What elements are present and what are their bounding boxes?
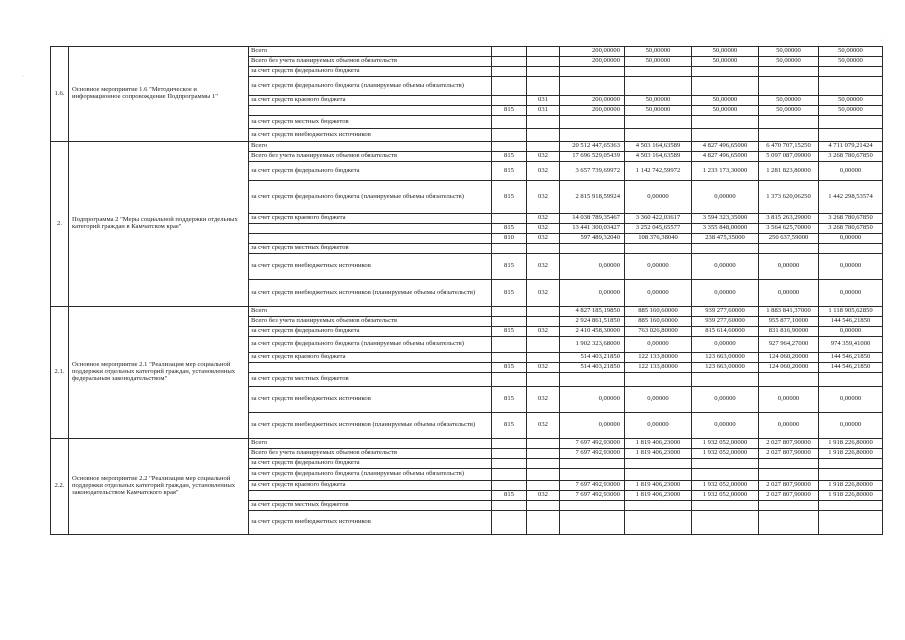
year-amount: 0,00000 bbox=[625, 280, 692, 307]
admin-code bbox=[492, 142, 527, 152]
year-amount: 0,00000 bbox=[819, 234, 883, 244]
year-amount: 0,00000 bbox=[692, 254, 759, 280]
total-amount: 514 403,21850 bbox=[560, 353, 625, 363]
year-amount: 0,00000 bbox=[819, 387, 883, 413]
total-amount bbox=[560, 469, 625, 481]
year-amount: 108 376,38040 bbox=[625, 234, 692, 244]
program-code: 032 bbox=[527, 152, 560, 162]
admin-code bbox=[492, 373, 527, 387]
year-amount bbox=[692, 373, 759, 387]
table-row bbox=[51, 47, 883, 57]
funding-source-label: за счет средств внебюджетных источников (планируемые объемы обязательств) bbox=[249, 413, 492, 439]
admin-code bbox=[492, 307, 527, 317]
year-amount bbox=[759, 373, 819, 387]
year-amount bbox=[625, 67, 692, 77]
funding-source-label: за счет средств федерального бюджета bbox=[249, 327, 492, 337]
admin-code bbox=[492, 67, 527, 77]
admin-code: 815 bbox=[492, 327, 527, 337]
section-number: 2. bbox=[51, 142, 69, 307]
year-amount: 885 160,60000 bbox=[625, 307, 692, 317]
year-amount: 144 546,21850 bbox=[819, 317, 883, 327]
section-name: Основное мероприятие 1.6 "Методическое и информационное сопровождение Подпрограммы 1" bbox=[69, 47, 249, 142]
year-amount: 0,00000 bbox=[819, 254, 883, 280]
year-amount: 122 133,80000 bbox=[625, 353, 692, 363]
year-amount: 3 564 625,70000 bbox=[759, 224, 819, 234]
funding-source-label: за счет средств федерального бюджета bbox=[249, 459, 492, 469]
program-code bbox=[527, 337, 560, 353]
year-amount: 4 827 496,65000 bbox=[692, 152, 759, 162]
funding-source-label: Всего bbox=[249, 307, 492, 317]
year-amount bbox=[625, 511, 692, 535]
year-amount: 0,00000 bbox=[759, 413, 819, 439]
total-amount: 514 403,21850 bbox=[560, 363, 625, 373]
program-code bbox=[527, 317, 560, 327]
year-amount: 2 027 807,90000 bbox=[759, 439, 819, 449]
admin-code bbox=[492, 459, 527, 469]
program-code: 032 bbox=[527, 413, 560, 439]
total-amount: 2 924 861,51850 bbox=[560, 317, 625, 327]
year-amount bbox=[819, 459, 883, 469]
year-amount bbox=[625, 373, 692, 387]
year-amount: 50,00000 bbox=[692, 47, 759, 57]
year-amount: 0,00000 bbox=[759, 254, 819, 280]
year-amount: 974 359,41000 bbox=[819, 337, 883, 353]
total-amount: 2 815 918,59924 bbox=[560, 181, 625, 214]
year-amount bbox=[759, 67, 819, 77]
program-code: 032 bbox=[527, 224, 560, 234]
funding-source-label: за счет средств краевого бюджета bbox=[249, 353, 492, 363]
total-amount: 3 657 739,69972 bbox=[560, 162, 625, 181]
year-amount bbox=[692, 116, 759, 129]
total-amount bbox=[560, 67, 625, 77]
program-code bbox=[527, 116, 560, 129]
program-code: 032 bbox=[527, 387, 560, 413]
year-amount: 0,00000 bbox=[625, 413, 692, 439]
year-amount: 123 663,00000 bbox=[692, 363, 759, 373]
year-amount: 1 918 226,80000 bbox=[819, 491, 883, 501]
total-amount: 0,00000 bbox=[560, 254, 625, 280]
admin-code: 815 bbox=[492, 162, 527, 181]
funding-source-label: за счет средств федерального бюджета bbox=[249, 162, 492, 181]
funding-source-label: Всего bbox=[249, 142, 492, 152]
year-amount: 0,00000 bbox=[625, 337, 692, 353]
funding-source-label: за счет средств краевого бюджета bbox=[249, 214, 492, 224]
year-amount: 4 711 079,21424 bbox=[819, 142, 883, 152]
funding-source-label bbox=[249, 491, 492, 501]
total-amount bbox=[560, 244, 625, 254]
year-amount: 144 546,21850 bbox=[819, 353, 883, 363]
funding-source-label: за счет средств внебюджетных источников (планируемые объемы обязательств) bbox=[249, 280, 492, 307]
year-amount bbox=[819, 511, 883, 535]
total-amount: 200,00000 bbox=[560, 57, 625, 67]
total-amount: 17 696 529,05439 bbox=[560, 152, 625, 162]
funding-source-label: Всего без учета планируемых объемов обязательств bbox=[249, 57, 492, 67]
year-amount bbox=[759, 129, 819, 142]
year-amount: 1 281 823,80000 bbox=[759, 162, 819, 181]
program-code bbox=[527, 129, 560, 142]
admin-code bbox=[492, 116, 527, 129]
page-mark-top-right: · bbox=[880, 38, 882, 44]
program-code bbox=[527, 77, 560, 96]
page-mark-left: · bbox=[22, 74, 24, 80]
total-amount: 200,00000 bbox=[560, 47, 625, 57]
admin-code bbox=[492, 129, 527, 142]
year-amount bbox=[625, 469, 692, 481]
year-amount bbox=[759, 511, 819, 535]
year-amount bbox=[819, 244, 883, 254]
year-amount: 1 819 406,23000 bbox=[625, 481, 692, 491]
year-amount bbox=[759, 459, 819, 469]
year-amount bbox=[625, 501, 692, 511]
admin-code bbox=[492, 47, 527, 57]
funding-source-label: Всего bbox=[249, 439, 492, 449]
year-amount: 0,00000 bbox=[819, 280, 883, 307]
admin-code: 810 bbox=[492, 234, 527, 244]
program-code: 032 bbox=[527, 234, 560, 244]
admin-code: 815 bbox=[492, 413, 527, 439]
program-code bbox=[527, 511, 560, 535]
total-amount bbox=[560, 129, 625, 142]
year-amount bbox=[759, 501, 819, 511]
year-amount: 0,00000 bbox=[692, 413, 759, 439]
funding-source-label: за счет средств федерального бюджета (планируемые объемы обязательств) bbox=[249, 77, 492, 96]
year-amount: 4 827 496,65000 bbox=[692, 142, 759, 152]
year-amount: 50,00000 bbox=[625, 47, 692, 57]
year-amount: 815 614,60000 bbox=[692, 327, 759, 337]
funding-source-label: за счет средств федерального бюджета (планируемые объемы обязательств) bbox=[249, 337, 492, 353]
year-amount: 50,00000 bbox=[625, 106, 692, 116]
admin-code: 815 bbox=[492, 387, 527, 413]
program-code bbox=[527, 47, 560, 57]
admin-code bbox=[492, 469, 527, 481]
section-name: Основное мероприятие 2.1 "Реализация мер социальной поддержки отдельных категорий граждан, установленных федеральным законодательством" bbox=[69, 307, 249, 439]
section-name: Основное мероприятие 2.2 "Реализация мер социальной поддержки отдельных категорий граждан, установленных законодательством Камчатского края" bbox=[69, 439, 249, 535]
year-amount: 124 060,20000 bbox=[759, 363, 819, 373]
funding-source-label: за счет средств местных бюджетов bbox=[249, 244, 492, 254]
year-amount: 144 546,21850 bbox=[819, 363, 883, 373]
program-code bbox=[527, 449, 560, 459]
total-amount: 7 697 492,93000 bbox=[560, 481, 625, 491]
program-code: 031 bbox=[527, 106, 560, 116]
year-amount bbox=[759, 469, 819, 481]
year-amount: 3 252 045,65577 bbox=[625, 224, 692, 234]
year-amount: 0,00000 bbox=[759, 280, 819, 307]
program-code: 032 bbox=[527, 214, 560, 224]
total-amount: 0,00000 bbox=[560, 280, 625, 307]
program-code: 032 bbox=[527, 162, 560, 181]
year-amount: 2 027 807,90000 bbox=[759, 449, 819, 459]
year-amount: 0,00000 bbox=[819, 327, 883, 337]
funding-source-label: Всего без учета планируемых объемов обязательств bbox=[249, 317, 492, 327]
admin-code: 815 bbox=[492, 181, 527, 214]
year-amount: 0,00000 bbox=[625, 387, 692, 413]
program-code: 032 bbox=[527, 280, 560, 307]
program-code: 032 bbox=[527, 254, 560, 280]
year-amount: 939 277,60000 bbox=[692, 317, 759, 327]
total-amount: 13 441 300,03427 bbox=[560, 224, 625, 234]
year-amount: 2 027 807,90000 bbox=[759, 481, 819, 491]
year-amount bbox=[759, 77, 819, 96]
program-code bbox=[527, 57, 560, 67]
total-amount: 4 827 185,19850 bbox=[560, 307, 625, 317]
program-code: 032 bbox=[527, 327, 560, 337]
program-code: 032 bbox=[527, 363, 560, 373]
year-amount: 0,00000 bbox=[625, 181, 692, 214]
program-code bbox=[527, 469, 560, 481]
year-amount: 238 475,35000 bbox=[692, 234, 759, 244]
total-amount: 0,00000 bbox=[560, 387, 625, 413]
year-amount: 4 503 164,63589 bbox=[625, 142, 692, 152]
year-amount: 0,00000 bbox=[759, 387, 819, 413]
year-amount bbox=[692, 501, 759, 511]
year-amount: 50,00000 bbox=[625, 96, 692, 106]
year-amount: 1 373 620,06250 bbox=[759, 181, 819, 214]
year-amount: 939 277,60000 bbox=[692, 307, 759, 317]
funding-source-label bbox=[249, 224, 492, 234]
year-amount: 2 027 807,90000 bbox=[759, 491, 819, 501]
year-amount: 50,00000 bbox=[759, 96, 819, 106]
funding-source-label bbox=[249, 234, 492, 244]
year-amount bbox=[819, 469, 883, 481]
total-amount: 14 038 789,35467 bbox=[560, 214, 625, 224]
total-amount: 2 410 458,30000 bbox=[560, 327, 625, 337]
year-amount bbox=[692, 129, 759, 142]
total-amount bbox=[560, 501, 625, 511]
year-amount bbox=[625, 116, 692, 129]
funding-source-label: за счет средств краевого бюджета bbox=[249, 481, 492, 491]
year-amount: 50,00000 bbox=[759, 47, 819, 57]
funding-source-label: Всего без учета планируемых объемов обязательств bbox=[249, 449, 492, 459]
admin-code bbox=[492, 96, 527, 106]
year-amount bbox=[819, 77, 883, 96]
year-amount bbox=[625, 129, 692, 142]
admin-code bbox=[492, 449, 527, 459]
year-amount bbox=[819, 67, 883, 77]
year-amount bbox=[819, 129, 883, 142]
year-amount: 3 268 780,67850 bbox=[819, 214, 883, 224]
year-amount: 250 637,59000 bbox=[759, 234, 819, 244]
program-code: 032 bbox=[527, 491, 560, 501]
year-amount bbox=[692, 67, 759, 77]
program-code: 031 bbox=[527, 96, 560, 106]
year-amount: 3 815 263,29000 bbox=[759, 214, 819, 224]
year-amount: 1 118 905,62850 bbox=[819, 307, 883, 317]
funding-source-label: за счет средств краевого бюджета bbox=[249, 96, 492, 106]
year-amount bbox=[759, 244, 819, 254]
admin-code bbox=[492, 57, 527, 67]
program-code bbox=[527, 353, 560, 363]
total-amount bbox=[560, 77, 625, 96]
year-amount: 50,00000 bbox=[759, 57, 819, 67]
admin-code bbox=[492, 214, 527, 224]
year-amount: 3 360 422,03617 bbox=[625, 214, 692, 224]
admin-code: 815 bbox=[492, 491, 527, 501]
total-amount: 200,00000 bbox=[560, 106, 625, 116]
total-amount bbox=[560, 511, 625, 535]
year-amount: 5 097 087,09000 bbox=[759, 152, 819, 162]
year-amount: 0,00000 bbox=[625, 254, 692, 280]
funding-source-label bbox=[249, 106, 492, 116]
year-amount: 50,00000 bbox=[759, 106, 819, 116]
year-amount: 831 816,90000 bbox=[759, 327, 819, 337]
program-code bbox=[527, 459, 560, 469]
year-amount: 50,00000 bbox=[625, 57, 692, 67]
year-amount: 50,00000 bbox=[692, 96, 759, 106]
funding-source-label: за счет средств внебюджетных источников bbox=[249, 387, 492, 413]
year-amount: 4 503 164,63589 bbox=[625, 152, 692, 162]
admin-code bbox=[492, 501, 527, 511]
funding-source-label: за счет средств внебюджетных источников bbox=[249, 129, 492, 142]
year-amount bbox=[819, 373, 883, 387]
admin-code bbox=[492, 481, 527, 491]
year-amount: 3 355 848,00000 bbox=[692, 224, 759, 234]
year-amount: 6 470 707,15250 bbox=[759, 142, 819, 152]
year-amount: 0,00000 bbox=[692, 387, 759, 413]
year-amount: 1 442 298,53574 bbox=[819, 181, 883, 214]
table-row bbox=[51, 142, 883, 152]
year-amount: 50,00000 bbox=[819, 106, 883, 116]
program-code bbox=[527, 67, 560, 77]
year-amount: 0,00000 bbox=[692, 181, 759, 214]
total-amount: 200,00000 bbox=[560, 96, 625, 106]
year-amount: 50,00000 bbox=[819, 57, 883, 67]
total-amount bbox=[560, 116, 625, 129]
program-code: 032 bbox=[527, 181, 560, 214]
year-amount: 1 932 052,00000 bbox=[692, 481, 759, 491]
year-amount bbox=[692, 77, 759, 96]
program-code bbox=[527, 373, 560, 387]
total-amount: 0,00000 bbox=[560, 413, 625, 439]
total-amount: 7 697 492,93000 bbox=[560, 439, 625, 449]
year-amount: 50,00000 bbox=[692, 57, 759, 67]
admin-code: 815 bbox=[492, 224, 527, 234]
funding-source-label: за счет средств местных бюджетов bbox=[249, 373, 492, 387]
year-amount: 1 819 406,23000 bbox=[625, 491, 692, 501]
total-amount bbox=[560, 459, 625, 469]
year-amount: 3 594 323,35000 bbox=[692, 214, 759, 224]
year-amount: 1 233 173,30000 bbox=[692, 162, 759, 181]
admin-code bbox=[492, 439, 527, 449]
admin-code bbox=[492, 77, 527, 96]
year-amount: 1 883 841,37000 bbox=[759, 307, 819, 317]
admin-code: 815 bbox=[492, 254, 527, 280]
funding-source-label: Всего без учета планируемых объемов обязательств bbox=[249, 152, 492, 162]
funding-source-label: за счет средств федерального бюджета bbox=[249, 67, 492, 77]
total-amount: 597 489,32040 bbox=[560, 234, 625, 244]
section-number: 2.1. bbox=[51, 307, 69, 439]
funding-source-label bbox=[249, 363, 492, 373]
program-code bbox=[527, 244, 560, 254]
year-amount: 0,00000 bbox=[819, 413, 883, 439]
admin-code: 815 bbox=[492, 280, 527, 307]
total-amount bbox=[560, 373, 625, 387]
year-amount: 3 268 780,67850 bbox=[819, 224, 883, 234]
year-amount: 0,00000 bbox=[819, 162, 883, 181]
year-amount bbox=[692, 459, 759, 469]
budget-allocation-table bbox=[50, 46, 883, 535]
year-amount bbox=[625, 459, 692, 469]
year-amount bbox=[819, 501, 883, 511]
total-amount: 20 512 447,65363 bbox=[560, 142, 625, 152]
admin-code bbox=[492, 337, 527, 353]
year-amount: 1 819 406,23000 bbox=[625, 449, 692, 459]
total-amount: 7 697 492,93000 bbox=[560, 491, 625, 501]
admin-code bbox=[492, 511, 527, 535]
admin-code bbox=[492, 353, 527, 363]
year-amount bbox=[692, 511, 759, 535]
table-row bbox=[51, 439, 883, 449]
year-amount bbox=[692, 244, 759, 254]
year-amount: 122 133,80000 bbox=[625, 363, 692, 373]
year-amount: 1 918 226,80000 bbox=[819, 439, 883, 449]
section-name: Подпрограмма 2 "Меры социальной поддержки отдельных категорий граждан в Камчатском крае" bbox=[69, 142, 249, 307]
table-row bbox=[51, 307, 883, 317]
year-amount: 0,00000 bbox=[692, 337, 759, 353]
funding-source-label: за счет средств местных бюджетов bbox=[249, 116, 492, 129]
table-body bbox=[51, 47, 883, 535]
year-amount: 1 932 052,00000 bbox=[692, 491, 759, 501]
program-code bbox=[527, 501, 560, 511]
funding-source-label: за счет средств федерального бюджета (планируемые объемы обязательств) bbox=[249, 469, 492, 481]
year-amount bbox=[625, 77, 692, 96]
year-amount bbox=[759, 116, 819, 129]
year-amount: 1 918 226,80000 bbox=[819, 481, 883, 491]
year-amount: 1 819 406,23000 bbox=[625, 439, 692, 449]
section-number: 1.6. bbox=[51, 47, 69, 142]
funding-source-label: за счет средств внебюджетных источников bbox=[249, 254, 492, 280]
year-amount: 50,00000 bbox=[692, 106, 759, 116]
year-amount: 0,00000 bbox=[692, 280, 759, 307]
year-amount: 927 964,27000 bbox=[759, 337, 819, 353]
year-amount: 1 932 052,00000 bbox=[692, 439, 759, 449]
program-code bbox=[527, 481, 560, 491]
admin-code: 815 bbox=[492, 152, 527, 162]
year-amount bbox=[625, 244, 692, 254]
year-amount: 124 060,20000 bbox=[759, 353, 819, 363]
year-amount: 3 268 780,67850 bbox=[819, 152, 883, 162]
year-amount: 50,00000 bbox=[819, 47, 883, 57]
year-amount: 1 932 052,00000 bbox=[692, 449, 759, 459]
year-amount: 1 918 226,80000 bbox=[819, 449, 883, 459]
admin-code: 815 bbox=[492, 106, 527, 116]
program-code bbox=[527, 142, 560, 152]
year-amount: 50,00000 bbox=[819, 96, 883, 106]
year-amount: 763 026,80000 bbox=[625, 327, 692, 337]
admin-code bbox=[492, 244, 527, 254]
funding-source-label: Всего bbox=[249, 47, 492, 57]
section-number: 2.2. bbox=[51, 439, 69, 535]
year-amount: 885 160,60000 bbox=[625, 317, 692, 327]
funding-source-label: за счет средств федерального бюджета (планируемые объемы обязательств) bbox=[249, 181, 492, 214]
year-amount: 955 877,10000 bbox=[759, 317, 819, 327]
year-amount bbox=[692, 469, 759, 481]
year-amount: 1 142 742,59972 bbox=[625, 162, 692, 181]
year-amount bbox=[819, 116, 883, 129]
admin-code: 815 bbox=[492, 363, 527, 373]
admin-code bbox=[492, 317, 527, 327]
total-amount: 7 697 492,93000 bbox=[560, 449, 625, 459]
program-code bbox=[527, 307, 560, 317]
year-amount: 123 663,00000 bbox=[692, 353, 759, 363]
total-amount: 1 902 323,68000 bbox=[560, 337, 625, 353]
funding-source-label: за счет средств внебюджетных источников bbox=[249, 511, 492, 535]
funding-source-label: за счет средств местных бюджетов bbox=[249, 501, 492, 511]
program-code bbox=[527, 439, 560, 449]
